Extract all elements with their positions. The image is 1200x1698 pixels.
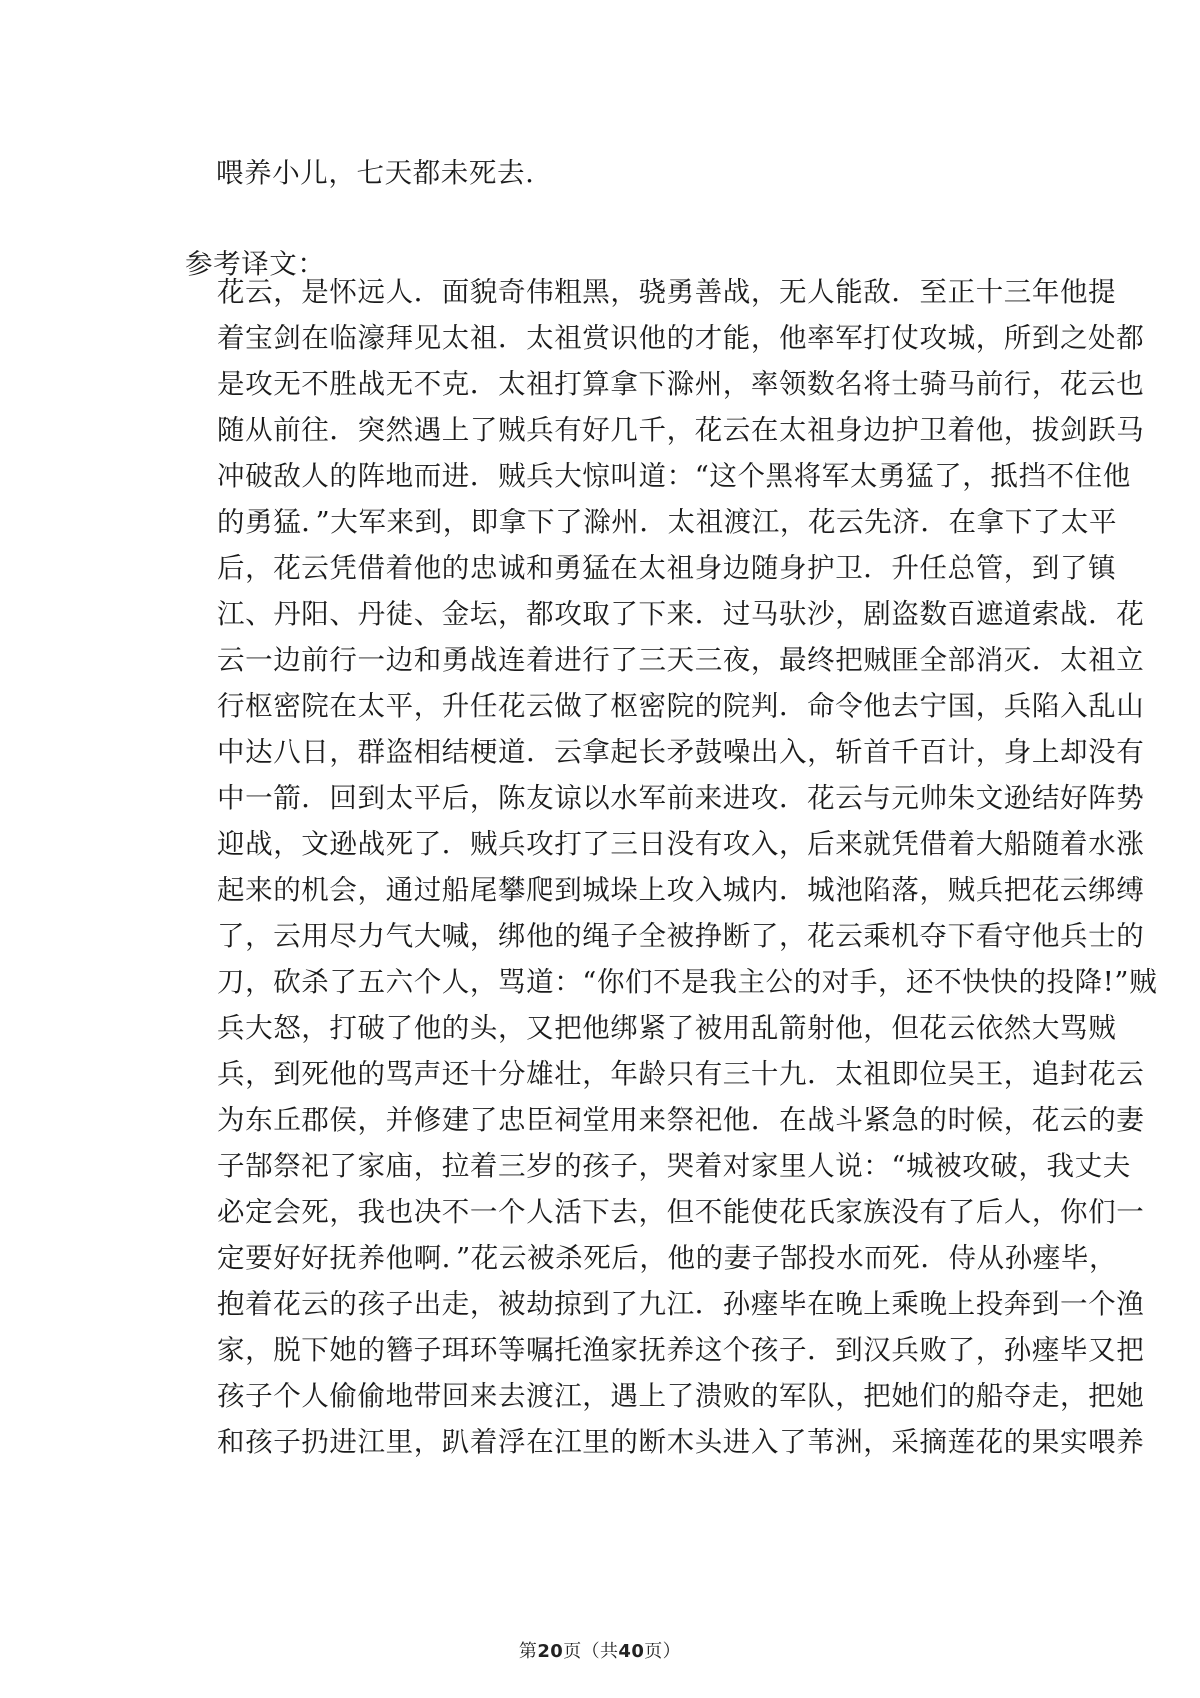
paragraph-line: 刀，砍杀了五六个人，骂道：“你们不是我主公的对手，还不快快的投降!”贼 (217, 966, 1158, 998)
footer-total-pages: 40 (618, 1641, 645, 1662)
section-heading: 参考译文： (185, 248, 326, 280)
paragraph-line: 和孩子扔进江里，趴着浮在江里的断木头进入了苇洲，采摘莲花的果实喂养 (217, 1426, 1145, 1458)
paragraph-line: 定要好好抚养他啊．”花云被杀死后，他的妻子郜投水而死．侍从孙瘗毕， (217, 1242, 1118, 1274)
paragraph-line: 着宝剑在临濠拜见太祖．太祖赏识他的才能，他率军打仗攻城，所到之处都 (217, 322, 1145, 354)
paragraph-line: 兵，到死他的骂声还十分雄壮，年龄只有三十九．太祖即位吴王，追封花云 (217, 1058, 1145, 1090)
footer-suffix: 页） (644, 1641, 682, 1662)
paragraph-line: 子郜祭祀了家庙，拉着三岁的孩子，哭着对家里人说：“城被攻破，我丈夫 (217, 1150, 1131, 1182)
paragraph-line: 起来的机会，通过船尾攀爬到城垛上攻入城内．城池陷落，贼兵把花云绑缚 (217, 874, 1145, 906)
paragraph-line: 迎战，文逊战死了．贼兵攻打了三日没有攻入，后来就凭借着大船随着水涨 (217, 828, 1145, 860)
footer-middle: 页（共 (563, 1641, 619, 1662)
paragraph-line: 必定会死，我也决不一个人活下去，但不能使花氏家族没有了后人，你们一 (217, 1196, 1145, 1228)
paragraph-line: 花云，是怀远人．面貌奇伟粗黑，骁勇善战，无人能敌．至正十三年他提 (217, 276, 1117, 308)
paragraph-line: 行枢密院在太平，升任花云做了枢密院的院判．命令他去宁国，兵陷入乱山 (217, 690, 1145, 722)
paragraph-line: 家，脱下她的簪子珥环等嘱托渔家抚养这个孩子．到汉兵败了，孙瘗毕又把 (217, 1334, 1145, 1366)
paragraph-line: 是攻无不胜战无不克．太祖打算拿下滁州，率领数名将士骑马前行，花云也 (217, 368, 1145, 400)
paragraph-line: 的勇猛．”大军来到，即拿下了滁州．太祖渡江，花云先济．在拿下了太平 (217, 506, 1118, 538)
paragraph-line: 云一边前行一边和勇战连着进行了三天三夜，最终把贼匪全部消灭．太祖立 (217, 644, 1145, 676)
paragraph-line: 中一箭．回到太平后，陈友谅以水军前来进攻．花云与元帅朱文逊结好阵势 (217, 782, 1145, 814)
paragraph-line: 兵大怒，打破了他的头，又把他绑紧了被用乱箭射他，但花云依然大骂贼 (217, 1012, 1117, 1044)
paragraph-line: 为东丘郡侯，并修建了忠臣祠堂用来祭祀他．在战斗紧急的时候，花云的妻 (217, 1104, 1145, 1136)
paragraph-line: 江、丹阳、丹徒、金坛，都攻取了下来．过马驮沙，剧盗数百遮道索战．花 (217, 598, 1145, 630)
paragraph-line: 了，云用尽力气大喊，绑他的绳子全被挣断了，花云乘机夺下看守他兵士的 (217, 920, 1145, 952)
footer-prefix: 第 (518, 1641, 538, 1662)
paragraph-line: 后，花云凭借着他的忠诚和勇猛在太祖身边随身护卫．升任总管，到了镇 (217, 552, 1117, 584)
paragraph-line: 抱着花云的孩子出走，被劫掠到了九江．孙瘗毕在晚上乘晚上投奔到一个渔 (217, 1288, 1145, 1320)
intro-line: 喂养小儿，七天都未死去. (216, 157, 535, 189)
page-footer (0, 1640, 1200, 1664)
paragraph-line: 冲破敌人的阵地而进．贼兵大惊叫道：“这个黑将军太勇猛了，抵挡不住他 (217, 460, 1131, 492)
paragraph-line: 中达八日，群盗相结梗道．云拿起长矛鼓噪出入，斩首千百计，身上却没有 (217, 736, 1145, 768)
paragraph-line: 孩子个人偷偷地带回来去渡江，遇上了溃败的军队，把她们的船夺走，把她 (217, 1380, 1145, 1412)
footer-page-number: 20 (537, 1641, 564, 1662)
paragraph-line: 随从前往．突然遇上了贼兵有好几千，花云在太祖身边护卫着他，拔剑跃马 (217, 414, 1145, 446)
